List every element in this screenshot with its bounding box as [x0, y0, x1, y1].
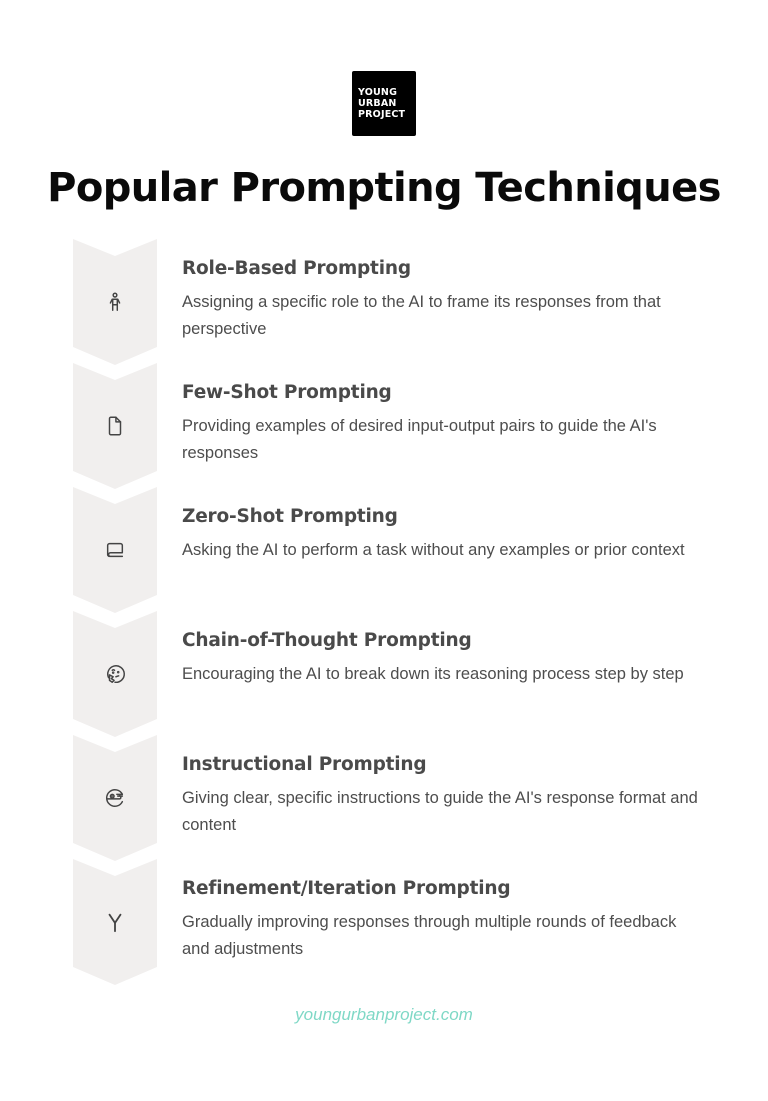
technique-description: Encouraging the AI to break down its reasoning process step by step: [182, 665, 684, 683]
technique-title: Zero-Shot Prompting: [182, 506, 398, 527]
technique-description: Giving clear, specific instructions to guide the AI's response format and content: [182, 789, 698, 834]
technique-title: Instructional Prompting: [182, 754, 427, 775]
gamma-icon: [104, 911, 126, 933]
chevron-marker: [73, 239, 157, 365]
chevron-marker: [73, 611, 157, 737]
technique-description: Asking the AI to perform a task without any examples or prior context: [182, 541, 685, 559]
death-star-icon: [104, 787, 126, 809]
chevron-marker: [73, 735, 157, 861]
logo-line: PROJECT: [358, 109, 406, 120]
technique-item: [182, 753, 702, 839]
technique-description: Gradually improving responses through multiple rounds of feedback and adjustments: [182, 913, 677, 958]
technique-item: [182, 877, 702, 963]
technique-title: Refinement/Iteration Prompting: [182, 878, 511, 899]
technique-title: Few-Shot Prompting: [182, 382, 392, 403]
page-title: Popular Prompting Techniques: [47, 165, 721, 211]
technique-item: [182, 505, 702, 564]
technique-item: [182, 381, 702, 467]
person-icon: [104, 291, 126, 313]
technique-description: Assigning a specific role to the AI to frame its responses from that perspective: [182, 293, 661, 338]
logo-line: YOUNG: [358, 87, 398, 98]
technique-title: Chain-of-Thought Prompting: [182, 630, 472, 651]
technique-description: Providing examples of desired input-output pairs to guide the AI's responses: [182, 417, 657, 462]
thinking-face-icon: [104, 663, 126, 685]
technique-item: [182, 257, 702, 343]
chevron-marker: [73, 487, 157, 613]
book-icon: [104, 539, 126, 561]
document-icon: [104, 415, 126, 437]
footer-website-link[interactable]: youngurbanproject.com: [295, 1005, 473, 1024]
technique-title: Role-Based Prompting: [182, 258, 411, 279]
logo-line: URBAN: [358, 98, 397, 109]
logo: [352, 71, 416, 136]
chevron-marker: [73, 859, 157, 985]
chevron-marker: [73, 363, 157, 489]
technique-item: [182, 629, 702, 688]
